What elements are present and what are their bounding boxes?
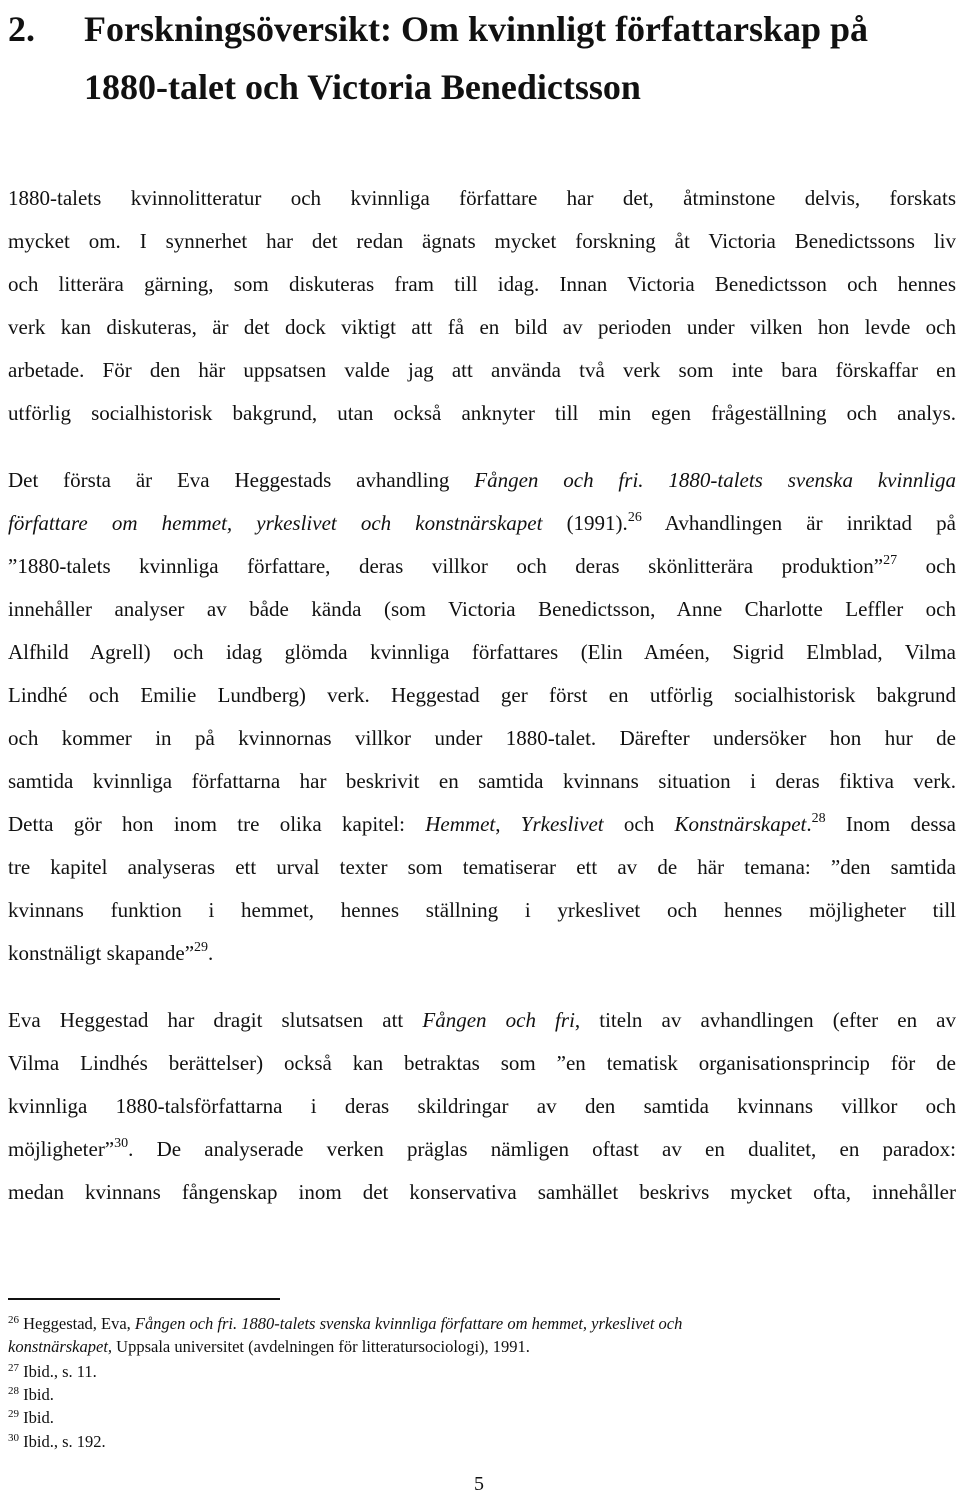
p1-line-4: verk kan diskuteras, är det dock viktigt att få en bild av perioden under vilken hon levde och — [8, 315, 956, 339]
p1-line-5: arbetade. För den här uppsatsen valde jag att använda två verk som inte bara förskaffar en — [8, 358, 956, 382]
p1-line-2: mycket om. I synnerhet har det redan ägnats mycket forskning åt Victoria Benedictssons liv — [8, 229, 956, 253]
p1-line-6: utförlig socialhistorisk bakgrund, utan också anknyter till min egen frågeställning och analys. — [8, 401, 956, 425]
footnote-ref-28: 28 — [811, 811, 826, 826]
p1-line-14: samtida kvinnliga författarna har beskrivit en samtida kvinnans situation i deras fiktiva verk. — [8, 769, 956, 793]
p1-line-11: Alfhild Agrell) och idag glömda kvinnliga författares (Elin Améen, Sigrid Elmblad, Vilma — [8, 640, 956, 664]
section-heading — [8, 0, 958, 116]
p1-line-12: Lindhé och Emilie Lundberg) verk. Heggestad ger först en utförlig socialhistorisk bakgrund — [8, 683, 956, 707]
p1-line-7: Det första är Eva Heggestads avhandling Fången och fri. 1880-talets svenska kvinnliga — [8, 468, 956, 492]
p1-line-9: ”1880-talets kvinnliga författare, deras villkor och deras skönlitterära produktion”$^{27}$ och — [8, 553, 956, 578]
p2-line-5: medan kvinnans fångenskap inom det konservativa samhället beskrivs mycket ofta, innehåller — [8, 1180, 956, 1204]
footnote-ref-30: 30 — [114, 1136, 129, 1151]
p1-line-16: tre kapitel analyseras ett urval texter som tematiserar ett av de här temana: ”den samtida — [8, 855, 956, 879]
heading-line-1: Forskningsöversikt: Om kvinnligt författarskap på — [84, 9, 869, 49]
p1-line-17: kvinnans funktion i hemmet, hennes ställning i yrkeslivet och hennes möjligheter till — [8, 898, 956, 922]
footnote-ref-26: 26 — [627, 510, 642, 525]
p1-line-13: och kommer in på kvinnornas villkor under 1880-talet. Därefter undersöker hon hur de — [8, 726, 956, 750]
p2-line-2: Vilma Lindhés berättelser) också kan betraktas som ”en tematisk organisationsprincip för de — [8, 1051, 956, 1075]
book-title: Fången och fri. 1880-talets svenska kvinnliga — [474, 468, 956, 492]
p2-line-3: kvinnliga 1880-talsförfattarna i deras skildringar av den samtida kvinnans villkor och — [8, 1094, 956, 1118]
footnote-ref-29: 29 — [194, 940, 209, 955]
footnote-divider — [8, 1298, 280, 1300]
page-number: 5 — [474, 1473, 484, 1495]
heading-line-2: 1880-talet och Victoria Benedictsson — [84, 67, 641, 107]
p1-line-10: innehåller analyser av både kända (som Victoria Benedictsson, Anne Charlotte Leffler och — [8, 597, 956, 621]
footnote-27: $^{27}$ Ibid., s. 11. — [8, 1362, 97, 1381]
footnote-26-cont: konstnärskapet, Uppsala universitet (avdelningen för litteratursociologi), 1991. — [8, 1337, 530, 1356]
p1-line-1: 1880-talets kvinnolitteratur och kvinnliga författare har det, åtminstone delvis, forskats — [8, 186, 956, 210]
p1-line-8: författare om hemmet, yrkeslivet och konstnärskapet (1991).$^{26}$ Avhandlingen är inriktad på — [8, 510, 956, 535]
footnote-29: $^{29}$ Ibid. — [8, 1408, 54, 1427]
footnote-ref-27: 27 — [883, 553, 898, 568]
book-subtitle: författare om hemmet, yrkeslivet och konstnärskapet — [8, 511, 543, 535]
footnote-30: $^{30}$ Ibid., s. 192. — [8, 1432, 106, 1451]
p1-line-3: och litterära gärning, som diskuteras fram till idag. Innan Victoria Benedictsson och hennes — [8, 272, 956, 296]
p2-line-1: Eva Heggestad har dragit slutsatsen att Fången och fri, titeln av avhandlingen (efter en av — [8, 1008, 957, 1032]
section-number: 2. — [8, 9, 35, 49]
footnote-28: $^{28}$ Ibid. — [8, 1385, 54, 1404]
p1-line-15: Detta gör hon inom tre olika kapitel: Hemmet, Yrkeslivet och Konstnärskapet.$^{28}$ Inom dessa — [8, 811, 956, 836]
p2-line-4: möjligheter”$^{30}$. De analyserade verken präglas nämligen oftast av en dualitet, en paradox: — [8, 1136, 956, 1161]
footnote-26: $^{26}$ Heggestad, Eva, Fången och fri. 1880-talets svenska kvinnliga författare om hemmet, yrkeslivet och — [8, 1314, 683, 1333]
p1-line-18: konstnäligt skapande”$^{29}$. — [8, 940, 214, 965]
